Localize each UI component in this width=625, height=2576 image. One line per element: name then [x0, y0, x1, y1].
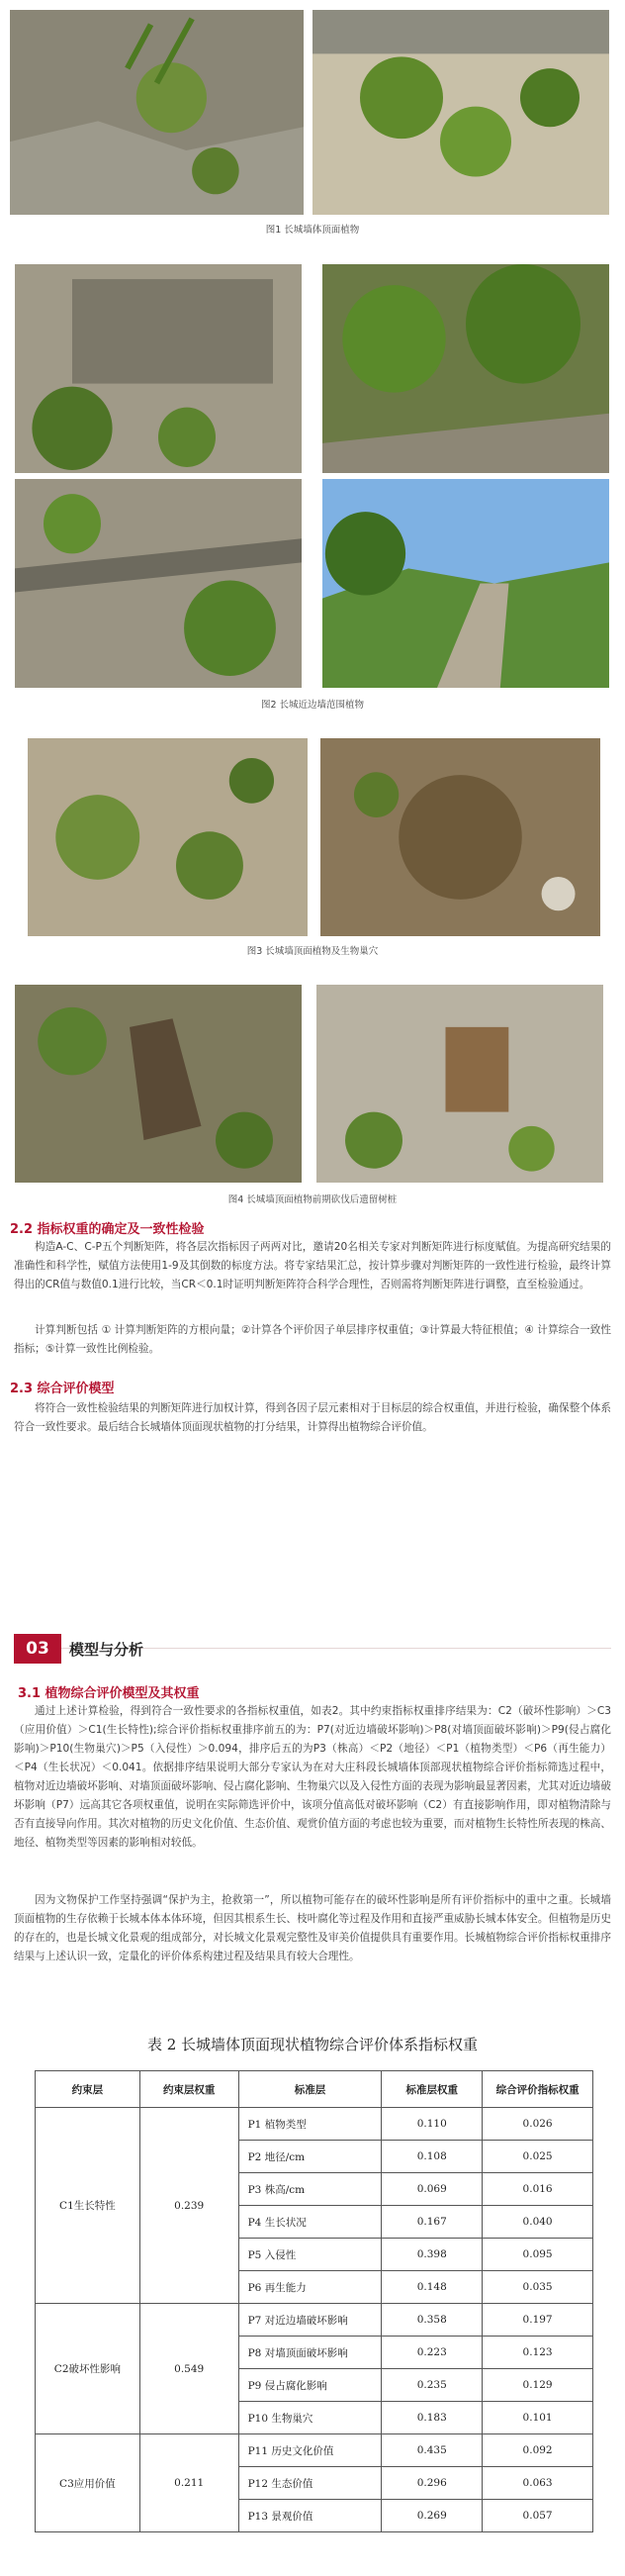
standard-layer-cell	[238, 2500, 382, 2532]
composite-weight-cell: 0.063	[483, 2467, 593, 2500]
section-3-title: 模型与分析	[69, 1641, 144, 1659]
section-2-2-paragraph-2: 计算判断包括 ① 计算判断矩阵的方根向量；②计算各个评价因子单层排序权重值；③计算最大特征根值；④ 计算综合一致性指标；⑤计算一致性比例检验。	[14, 1324, 611, 1355]
indicator-name: 地径/cm	[264, 2150, 306, 2163]
standard-layer-cell	[238, 2173, 382, 2206]
indicator-name: 株高/cm	[264, 2183, 306, 2196]
standard-layer-cell	[238, 2206, 382, 2239]
composite-weight-cell: 0.026	[483, 2108, 593, 2141]
indicator-code: P6	[247, 2281, 262, 2294]
indicator-code: P3	[247, 2183, 262, 2196]
indicator-code: P7	[247, 2314, 262, 2327]
constraint-name: 生长特性	[73, 2200, 116, 2212]
section-2-2-paragraph-1: 构造A-C、C-P五个判断矩阵，将各层次指标因子两两对比，邀请20名相关专家对判断矩阵进行标度赋值。为提高研究结果的准确性和科学性，赋值方法使用1-9及其倒数的标度方法。将专家结果汇总，按计算步骤对判断矩阵的一致性进行检验，最终计算得出的CR值与数值0.1进行比较，当CR＜0.1时证明判断矩阵符合科学合理性，否则需将判断矩阵进行调整，直至检验通过。	[14, 1241, 611, 1290]
constraint-code: C2	[53, 2363, 69, 2375]
indicator-code: P8	[247, 2346, 262, 2359]
section-3-header	[14, 1634, 611, 1664]
standard-layer-cell	[238, 2434, 382, 2467]
indicator-name: 入侵性	[264, 2248, 297, 2261]
photo-wall-top-burrow-1	[28, 738, 308, 936]
table-row	[36, 2108, 593, 2141]
composite-weight-cell: 0.016	[483, 2173, 593, 2206]
standard-layer-cell	[238, 2304, 382, 2337]
header-constraint-weight: 约束层权重	[139, 2071, 238, 2108]
figure-1-caption: 图1 长城墙体顶面植物	[265, 225, 360, 236]
standard-weight-cell: 0.167	[382, 2206, 483, 2239]
table-row	[36, 2434, 593, 2467]
weights-table	[35, 2070, 593, 2532]
standard-layer-cell	[238, 2337, 382, 2369]
table-2-title: 表 2 长城墙体顶面现状植物综合评价体系指标权重	[146, 2036, 479, 2053]
section-number-badge: 03	[14, 1634, 61, 1664]
composite-weight-cell: 0.035	[483, 2271, 593, 2304]
constraint-weight-cell: 0.239	[139, 2108, 238, 2304]
standard-weight-cell: 0.435	[382, 2434, 483, 2467]
constraint-layer-cell	[36, 2304, 140, 2434]
indicator-code: P4	[247, 2216, 262, 2229]
section-3-1-paragraph-2: 因为文物保护工作坚持强调“保护为主，抢救第一”，所以植物可能存在的破坏性影响是所有评价指标中的重中之重。长城墙顶面植物的生存依赖于长城本体本体环境，但因其根系生长、枝叶腐化等过程及作用和直接严重威胁长城本体安全。但植物是历史的存在的，也是长城文化景观的组成部分，对长城文化景观完整性及审美价值提供具有重要作用。长城植物综合评价指标权重排序结果与上述认识一致，定量化的评价体系构建过程及结果具有较大合理性。	[14, 1894, 611, 1962]
constraint-name: 破坏性影响	[68, 2363, 121, 2375]
composite-weight-cell: 0.123	[483, 2337, 593, 2369]
indicator-name: 生物巢穴	[271, 2412, 313, 2425]
standard-weight-cell: 0.223	[382, 2337, 483, 2369]
indicator-name: 再生能力	[264, 2281, 307, 2294]
indicator-name: 植物类型	[264, 2118, 307, 2131]
header-composite-weight: 综合评价指标权重	[483, 2071, 593, 2108]
photo-near-wall-plants-1	[15, 264, 302, 473]
header-standard-layer: 标准层	[238, 2071, 382, 2108]
indicator-name: 侵占腐化影响	[264, 2379, 327, 2392]
header-standard-weight: 标准层权重	[382, 2071, 483, 2108]
indicator-code: P11	[247, 2444, 269, 2457]
composite-weight-cell: 0.101	[483, 2402, 593, 2434]
constraint-layer-cell	[36, 2108, 140, 2304]
standard-layer-cell	[238, 2141, 382, 2173]
photo-wall-top-plants-left	[10, 10, 304, 215]
constraint-code: C3	[59, 2477, 74, 2490]
indicator-code: P10	[247, 2412, 269, 2425]
standard-weight-cell: 0.269	[382, 2500, 483, 2532]
figure-3-caption: 图3 长城墙顶面植物及生物巢穴	[246, 946, 379, 957]
photo-wall-top-burrow-2	[320, 738, 600, 936]
photo-tree-stump-2	[316, 985, 603, 1183]
section-2-2-heading: 2.2 指标权重的确定及一致性检验	[10, 1222, 205, 1237]
indicator-code: P1	[247, 2118, 262, 2131]
figure-4-caption: 图4 长城墙顶面植物前期砍伐后遗留树桩	[227, 1194, 398, 1205]
composite-weight-cell: 0.095	[483, 2239, 593, 2271]
standard-layer-cell	[238, 2108, 382, 2141]
composite-weight-cell: 0.197	[483, 2304, 593, 2337]
photo-tree-stump-1	[15, 985, 302, 1183]
table-header-row	[36, 2071, 593, 2108]
photo-near-wall-plants-4	[322, 479, 609, 688]
section-2-3-heading: 2.3 综合评价模型	[10, 1382, 115, 1396]
table-row	[36, 2304, 593, 2337]
indicator-name: 历史文化价值	[271, 2444, 334, 2457]
standard-weight-cell: 0.358	[382, 2304, 483, 2337]
standard-weight-cell: 0.183	[382, 2402, 483, 2434]
indicator-name: 景观价值	[271, 2510, 313, 2523]
table-body	[36, 2108, 593, 2532]
standard-layer-cell	[238, 2239, 382, 2271]
standard-layer-cell	[238, 2271, 382, 2304]
constraint-weight-cell: 0.549	[139, 2304, 238, 2434]
standard-layer-cell	[238, 2402, 382, 2434]
standard-weight-cell: 0.296	[382, 2467, 483, 2500]
section-3-1-heading: 3.1 植物综合评价模型及其权重	[18, 1686, 200, 1701]
standard-weight-cell: 0.235	[382, 2369, 483, 2402]
section-3-1-paragraph-1: 通过上述计算检验，得到符合一致性要求的各指标权重值，如表2。其中约束指标权重排序结果为：C2（破坏性影响）＞C3（应用价值）＞C1(生长特性);综合评价指标权重排序前五的为：P7(对近边墙破坏影响)＞P8(对墙顶面破坏影响)＞P9(侵占腐化影响)＞P10(生物巢穴)＞P5（入侵性）＞0.094，排序后五的为P3（株高）＜P2（地径）＜P1（植物类型）＜P6（再生能力）＜P4（生长状况）＜0.041。依据排序结果说明大部分专家认为在对大庄科段长城墙体顶部现状植物综合评价指标筛选过程中，植物对近边墙破坏影响、对墙顶面破坏影响、侵占腐化影响、生物巢穴以及入侵性方面的表现为影响最显著因素，尤其对近边墙破坏影响（P7）远高其它各项权重值，说明在实际筛选评价中，该项分值高低对破坏影响（C2）有直接影响作用，即对植物清除与否有直接导向作用。其次对植物的历史文化价值、生态价值、观赏价值方面的考虑也较为重要，而对植物生长特性所表现的株高、地径、植物类型等因素的影响相对较低。	[14, 1705, 611, 1849]
composite-weight-cell: 0.040	[483, 2206, 593, 2239]
composite-weight-cell: 0.092	[483, 2434, 593, 2467]
indicator-code: P9	[247, 2379, 262, 2392]
section-2-3-paragraph-1: 将符合一致性检验结果的判断矩阵进行加权计算，得到各因子层元素相对于目标层的综合权重值，并进行检验，确保整个体系符合一致性要求。最后结合长城墙体顶面现状植物的打分结果，计算得出植物综合评价值。	[14, 1402, 611, 1433]
standard-weight-cell: 0.148	[382, 2271, 483, 2304]
standard-weight-cell: 0.398	[382, 2239, 483, 2271]
indicator-name: 生长状况	[264, 2216, 307, 2229]
composite-weight-cell: 0.057	[483, 2500, 593, 2532]
indicator-code: P2	[247, 2150, 262, 2163]
indicator-name: 对墙顶面破坏影响	[264, 2346, 348, 2359]
standard-weight-cell: 0.069	[382, 2173, 483, 2206]
composite-weight-cell: 0.025	[483, 2141, 593, 2173]
composite-weight-cell: 0.129	[483, 2369, 593, 2402]
standard-weight-cell: 0.110	[382, 2108, 483, 2141]
constraint-weight-cell: 0.211	[139, 2434, 238, 2532]
photo-near-wall-plants-3	[15, 479, 302, 688]
standard-layer-cell	[238, 2467, 382, 2500]
photo-wall-top-plants-right	[312, 10, 609, 215]
standard-layer-cell	[238, 2369, 382, 2402]
indicator-code: P13	[247, 2510, 269, 2523]
indicator-name: 对近边墙破坏影响	[264, 2314, 348, 2327]
constraint-name: 应用价值	[73, 2477, 116, 2490]
header-constraint-layer: 约束层	[36, 2071, 140, 2108]
constraint-code: C1	[59, 2200, 74, 2212]
figure-2-caption: 图2 长城近边墙范围植物	[260, 700, 365, 711]
indicator-code: P5	[247, 2248, 262, 2261]
indicator-name: 生态价值	[271, 2477, 313, 2490]
indicator-code: P12	[247, 2477, 269, 2490]
constraint-layer-cell	[36, 2434, 140, 2532]
standard-weight-cell: 0.108	[382, 2141, 483, 2173]
photo-near-wall-plants-2	[322, 264, 609, 473]
